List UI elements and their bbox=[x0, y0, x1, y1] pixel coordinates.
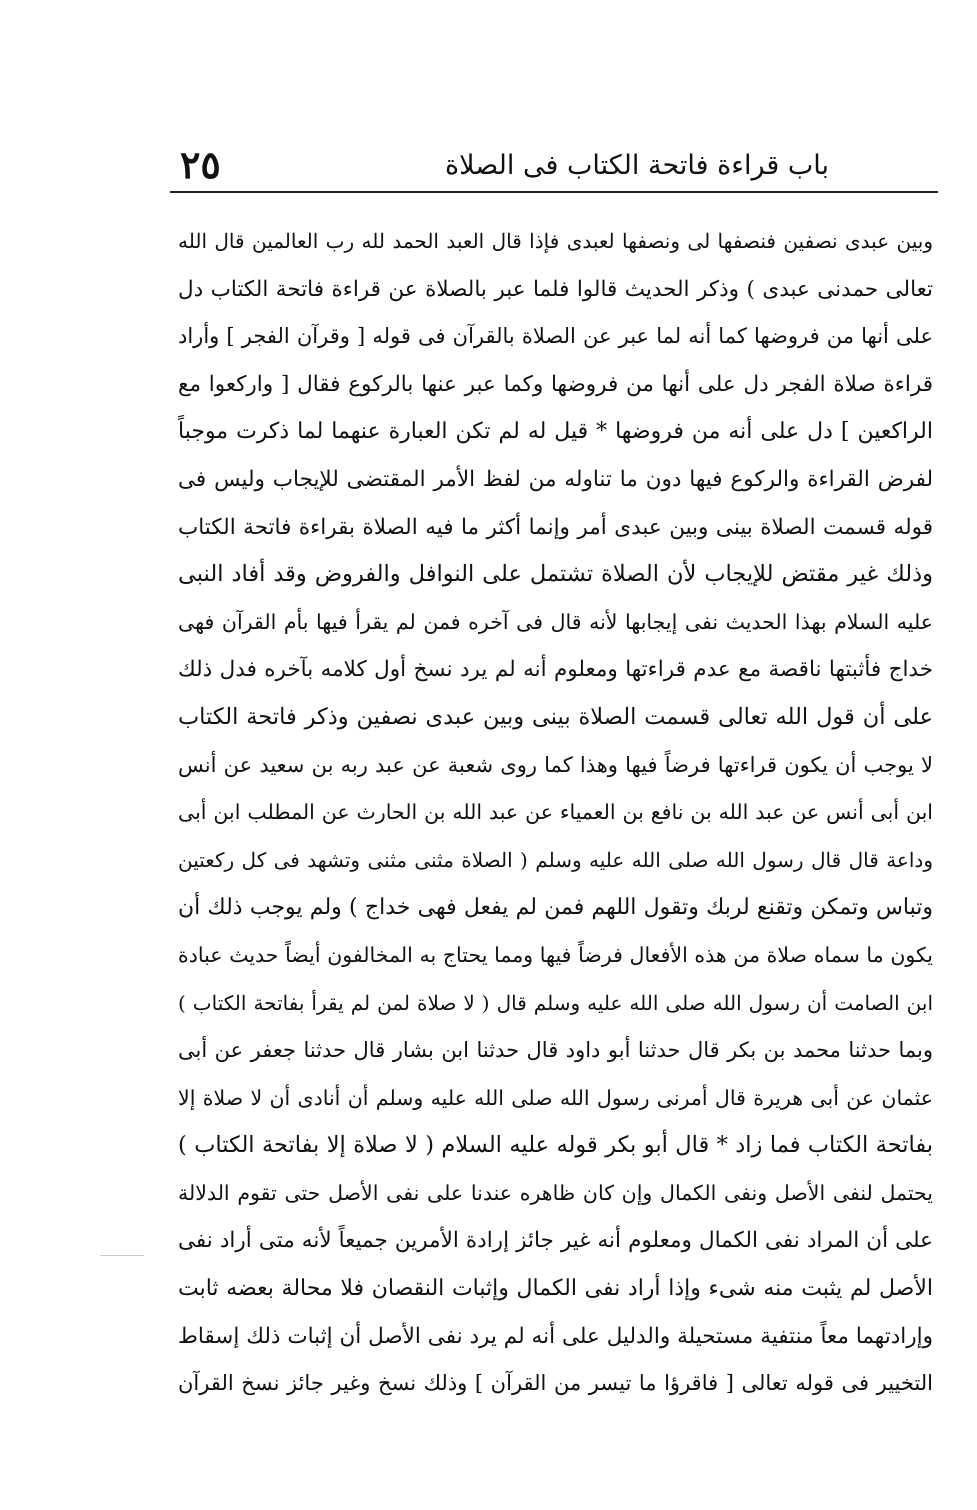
header-rule bbox=[170, 191, 938, 193]
text-line: عثمان عن أبى هريرة قال أمرنى رسول الله صلى الله عليه وسلم أن أنادى أن لا صلاة إلا bbox=[178, 1085, 933, 1110]
text-line: ابن أبى أنس عن عبد الله بن نافع بن العمياء عن عبد الله بن الحارث عن المطلب ابن أبى bbox=[178, 800, 933, 825]
margin-mark bbox=[100, 1255, 144, 1256]
text-line: ابن الصامت أن رسول الله صلى الله عليه وسلم قال ( لا صلاة لمن لم يقرأ بفاتحة الكتاب ) bbox=[178, 990, 933, 1015]
text-line: على أن قول الله تعالى قسمت الصلاة بينى وبين عبدى نصفين وذكر فاتحة الكتاب bbox=[178, 703, 933, 730]
text-line: وبين عبدى نصفين فنصفها لى ونصفها لعبدى فإذا قال العبد الحمد لله رب العالمين قال الله bbox=[178, 229, 933, 253]
text-line: على أن المراد نفى الكمال ومعلوم أنه غير جائز إرادة الأمرين جميعاً لأنه متى أراد نفى bbox=[178, 1228, 933, 1254]
text-line: التخيير فى قوله تعالى [ فاقرؤا ما تيسر من القرآن ] وذلك نسخ وغير جائز نسخ القرآن bbox=[178, 1371, 933, 1396]
text-line: يكون ما سماه صلاة من هذه الأفعال فرضاً فيها ومما يحتاج به المخالفون أيضاً حديث عبادة bbox=[178, 942, 933, 967]
text-line: لا يوجب أن يكون قراءتها فرضاً فيها وهذا كما روى شعبة عن عبد ربه بن سعيد عن أنس bbox=[178, 752, 933, 777]
text-line: وذلك غير مقتض للإيجاب لأن الصلاة تشتمل على النوافل والفروض وقد أفاد النبى bbox=[178, 561, 933, 588]
text-line: خداج فأثبتها ناقصة مع عدم قراءتها ومعلوم أنه لم يرد نسخ أول كلامه بآخره فدل ذلك bbox=[178, 657, 933, 683]
text-line: عليه السلام بهذا الحديث نفى إيجابها لأنه قال فى آخره فمن لم يقرأ فيها بأم القرآن فهى bbox=[178, 609, 933, 634]
text-line: على أنها من فروضها كما أنه لما عبر عن الصلاة بالقرآن فى قوله [ وقرآن الفجر ] وأراد bbox=[178, 324, 933, 349]
text-line: وبما حدثنا محمد بن بكر قال حدثنا أبو داود قال حدثنا ابن بشار قال حدثنا جعفر عن أبى bbox=[178, 1038, 933, 1063]
text-line: لفرض القراءة والركوع فيها دون ما تناوله من لفظ الأمر المقتضى للإيجاب وليس فى bbox=[178, 466, 933, 492]
text-line: قوله قسمت الصلاة بينى وبين عبدى أمر وإنما أكثر ما فيه الصلاة بقراءة فاتحة الكتاب bbox=[178, 514, 933, 540]
page-number: ٢٥ bbox=[180, 142, 221, 187]
text-line: وتباس وتمكن وتقنع لربك وتقول اللهم فمن لم يفعل فهى خداج ) ولم يوجب ذلك أن bbox=[178, 895, 933, 921]
text-line: الأصل لم يثبت منه شىء وإذا أراد نفى الكمال وإثبات النقصان فلا محالة بعضه ثابت bbox=[178, 1276, 933, 1302]
text-line: قراءة صلاة الفجر دل على أنها من فروضها وكما عبر عنها بالركوع فقال [ واركعوا مع bbox=[178, 371, 933, 397]
text-line: يحتمل لنفى الأصل ونفى الكمال وإن كان ظاهره عندنا على نفى الأصل حتى تقوم الدلالة bbox=[178, 1180, 933, 1205]
text-line: الراكعين ] دل على أنه من فروضها * قيل له لم تكن العبارة عنهما لما ذكرت موجباً bbox=[178, 419, 933, 445]
body-text bbox=[178, 218, 933, 1408]
text-line: بفاتحة الكتاب فما زاد * قال أبو بكر قوله عليه السلام ( لا صلاة إلا بفاتحة الكتاب ) bbox=[178, 1132, 933, 1159]
page-header bbox=[170, 142, 932, 187]
text-line: وإرادتهما معاً منتفية مستحيلة والدليل على أنه لم يرد نفى الأصل أن إثبات ذلك إسقاط bbox=[178, 1323, 933, 1349]
running-title: باب قراءة فاتحة الكتاب فى الصلاة bbox=[444, 150, 829, 181]
text-line: وداعة قال قال رسول الله صلى الله عليه وسلم ( الصلاة مثنى مثنى وتشهد فى كل ركعتين bbox=[178, 847, 933, 872]
text-line: تعالى حمدنى عبدى ) وذكر الحديث قالوا فلما عبر بالصلاة عن قراءة فاتحة الكتاب دل bbox=[178, 276, 933, 302]
